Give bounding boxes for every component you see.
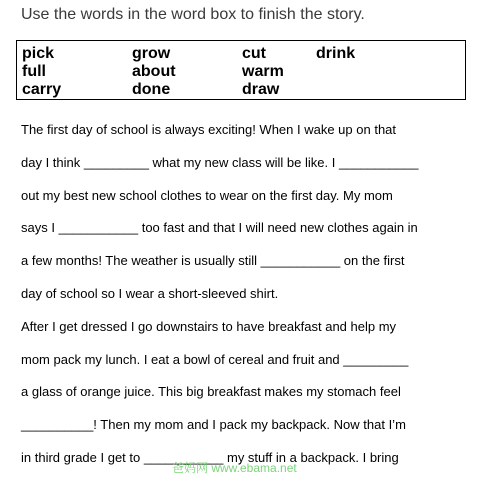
word-draw: draw	[242, 81, 280, 98]
story-line: After I get dressed I go downstairs to have breakfast and help my	[21, 318, 397, 334]
story-line: __________! Then my mom and I pack my backpack. Now that I’m	[21, 417, 406, 433]
word-done: done	[132, 81, 171, 98]
watermark: 爸妈网 www.ebama.net	[172, 461, 297, 475]
word-cut: cut	[242, 45, 266, 62]
story-line: day I think _________ what my new class will be like. I ___________	[21, 154, 419, 170]
word-pick: pick	[22, 45, 55, 62]
story-line: mom pack my lunch. I eat a bowl of cereal and fruit and _________	[21, 351, 409, 367]
word-carry: carry	[22, 81, 62, 98]
word-warm: warm	[242, 63, 284, 80]
story-line: day of school so I wear a short-sleeved shirt.	[21, 285, 279, 301]
word-full: full	[22, 63, 46, 80]
story-line: in third grade I get to ___________ my stuff in a backpack. I bring	[21, 449, 399, 465]
story-text	[21, 120, 471, 481]
word-about: about	[132, 63, 176, 80]
story-line: a glass of orange juice. This big breakfast makes my stomach feel	[21, 384, 401, 400]
story-line: says I ___________ too fast and that I will need new clothes again in	[21, 220, 418, 236]
story-line: a few months! The weather is usually still ___________ on the first	[21, 253, 405, 269]
word-drink: drink	[316, 45, 356, 62]
word-box	[16, 40, 466, 100]
word-grow: grow	[132, 45, 171, 62]
story-line: out my best new school clothes to wear on the first day. My mom	[21, 187, 393, 203]
story-line: The first day of school is always exciting! When I wake up on that	[21, 122, 397, 137]
instructions: Use the words in the word box to finish the story.	[21, 6, 365, 23]
